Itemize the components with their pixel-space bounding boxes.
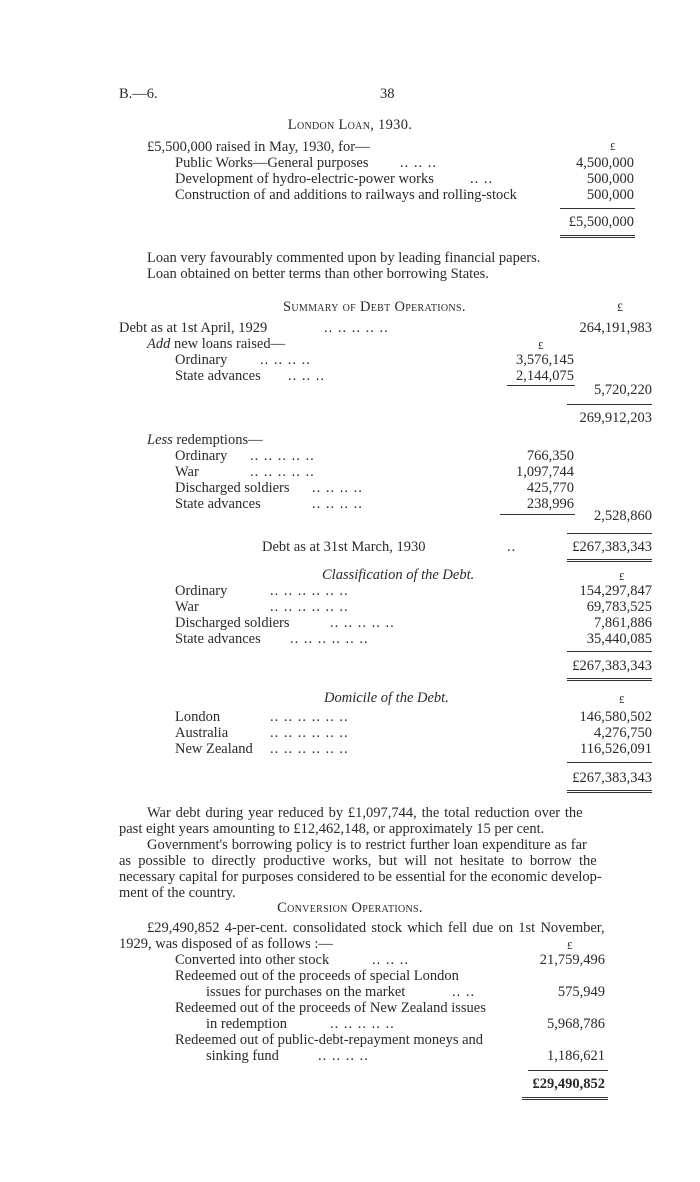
less-italic: Less [147,432,173,448]
leader-dots: .. .. .. .. .. .. [270,725,349,741]
closing-debt-label: Debt as at 31st March, 1930 [262,539,426,555]
debt-summary-heading: Summary of Debt Operations. [283,299,466,315]
policy-paragraph-line: necessary capital for purposes considered to be essential for the economic develop- [119,869,602,885]
london-loan-note: Loan very favourably commented upon by leading financial papers. [147,250,541,266]
domicile-amount: 4,276,750 [594,725,652,741]
classification-amount: 35,440,085 [586,631,652,647]
rule [528,1070,608,1071]
conversion-item-amount: 21,759,496 [539,952,605,968]
double-rule [567,678,652,681]
add-italic: Add [147,336,171,352]
leader-dots: .. .. .. .. .. [330,1016,395,1032]
leader-dots: .. .. .. .. .. [324,320,389,336]
london-loan-heading: London Loan, 1930. [287,117,413,133]
add-item-amount: 2,144,075 [516,368,574,384]
domicile-label: New Zealand [175,741,253,757]
london-loan-item-amount: 4,500,000 [576,155,634,171]
closing-debt-value: £267,383,343 [572,539,652,555]
london-loan-item-label: Construction of and additions to railways and rolling-stock [175,187,517,203]
conversion-item-amount: 575,949 [557,984,605,1000]
leader-dots: .. .. [452,984,476,1000]
subtotal: 269,912,203 [579,410,652,426]
london-loan-total: £5,500,000 [568,214,634,230]
domicile-total: £267,383,343 [572,770,652,786]
conversion-item-amount: 1,186,621 [547,1048,605,1064]
rule [567,533,652,534]
leader-dots: .. .. .. .. .. .. [290,631,369,647]
domicile-label: London [175,709,221,725]
london-loan-item-amount: 500,000 [586,171,634,187]
conversion-item-amount: 5,968,786 [547,1016,605,1032]
classification-amount: 69,783,525 [586,599,652,615]
conversion-item-label-cont: sinking fund [206,1048,279,1064]
debt-summary-currency: £ [617,300,623,314]
classification-label: State advances [175,631,261,647]
opening-debt-label: Debt as at 1st April, 1929 [119,320,268,336]
classification-amount: 7,861,886 [594,615,652,631]
leader-dots: .. .. .. .. [312,496,363,512]
conversion-item-label: Converted into other stock [175,952,330,968]
leader-dots: .. .. .. [400,155,437,171]
leader-dots: .. .. .. [372,952,409,968]
war-debt-paragraph-line: War debt during year reduced by £1,097,744, the total reduction over the [147,805,583,821]
domicile-currency: £ [619,694,625,706]
leader-dots: .. .. .. .. [318,1048,369,1064]
conversion-item-label: Redeemed out of the proceeds of special London [175,968,459,984]
document-code: B.—6. [119,86,158,102]
london-loan-intro: £5,500,000 raised in May, 1930, for— [147,139,370,155]
london-loan-note: Loan obtained on better terms than other borrowing States. [147,266,489,282]
leader-dots: .. .. .. [288,368,325,384]
add-new-loans-label [147,336,285,352]
rule [567,651,652,652]
policy-paragraph-line: ment of the country. [119,885,236,901]
classification-total: £267,383,343 [572,658,652,674]
less-item-label: Ordinary [175,448,228,464]
leader-dots: .. .. .. .. .. .. [270,741,349,757]
conversion-item-label-cont: in redemption [206,1016,287,1032]
classification-amount: 154,297,847 [579,583,652,599]
classification-currency: £ [619,571,625,583]
domicile-amount: 146,580,502 [579,709,652,725]
less-redemptions-label [147,432,263,448]
leader-dots: .. .. .. .. .. .. [270,599,349,615]
domicile-heading: Domicile of the Debt. [324,690,449,706]
leader-dots: .. .. .. .. .. .. [270,583,349,599]
london-loan-item-label: Development of hydro-electric-power works [175,171,434,187]
leader-dots: .. .. .. .. .. [250,464,315,480]
domicile-amount: 116,526,091 [580,741,652,757]
less-item-amount: 238,996 [526,496,574,512]
add-total: 5,720,220 [594,382,652,398]
leader-dots: .. .. .. .. .. [330,615,395,631]
conversion-item-label: Redeemed out of the proceeds of New Zealand issues [175,1000,486,1016]
less-item-label: Discharged soldiers [175,480,290,496]
leader-dots: .. .. .. .. .. .. [270,709,349,725]
opening-debt-value: 264,191,983 [579,320,652,336]
less-item-amount: 425,770 [526,480,574,496]
leader-dots: .. .. .. .. .. [250,448,315,464]
leader-dots: .. .. .. .. [260,352,311,368]
london-loan-item-label: Public Works—General purposes [175,155,369,171]
classification-label: War [175,599,199,615]
rule [567,762,652,763]
war-debt-paragraph-line: past eight years amounting to £12,462,148, or approximately 15 per cent. [119,821,545,837]
less-rest: redemptions— [172,432,263,448]
add-item-label: State advances [175,368,261,384]
policy-paragraph-line: as possible to directly productive works, but will not hesitate to borrow the [119,853,597,869]
conversion-heading: Conversion Operations. [277,900,423,916]
double-rule [567,559,652,562]
policy-paragraph-line: Government's borrowing policy is to restrict further loan expenditure as far [147,837,587,853]
leader-dots: .. .. [470,171,494,187]
less-item-label: State advances [175,496,261,512]
less-item-label: War [175,464,199,480]
leader-dots: .. [507,539,517,555]
double-rule [567,790,652,793]
london-loan-item-amount: 500,000 [586,187,634,203]
less-item-amount: 1,097,744 [516,464,574,480]
domicile-label: Australia [175,725,229,741]
rule [560,208,635,209]
less-item-amount: 766,350 [526,448,574,464]
london-loan-currency: £ [610,141,616,153]
conversion-item-label: Redeemed out of public-debt-repayment moneys and [175,1032,484,1048]
conversion-item-label-cont: issues for purchases on the market [206,984,406,1000]
classification-label: Ordinary [175,583,228,599]
double-rule [522,1097,608,1100]
leader-dots: .. .. .. .. [312,480,363,496]
conversion-intro-line: £29,490,852 4-per-cent. consolidated stock which fell due on 1st November, [147,920,605,936]
add-currency: £ [538,340,544,352]
add-rest: new loans raised— [170,336,286,352]
classification-label: Discharged soldiers [175,615,290,631]
classification-heading: Classification of the Debt. [322,567,475,583]
page-number: 38 [380,86,395,102]
rule [567,404,652,405]
less-total: 2,528,860 [594,508,652,524]
add-item-label: Ordinary [175,352,228,368]
conversion-currency: £ [567,940,573,952]
conversion-total: £29,490,852 [532,1076,605,1092]
add-item-amount: 3,576,145 [516,352,574,368]
conversion-intro-line: 1929, was disposed of as follows :— [119,936,333,952]
double-rule [560,235,635,238]
